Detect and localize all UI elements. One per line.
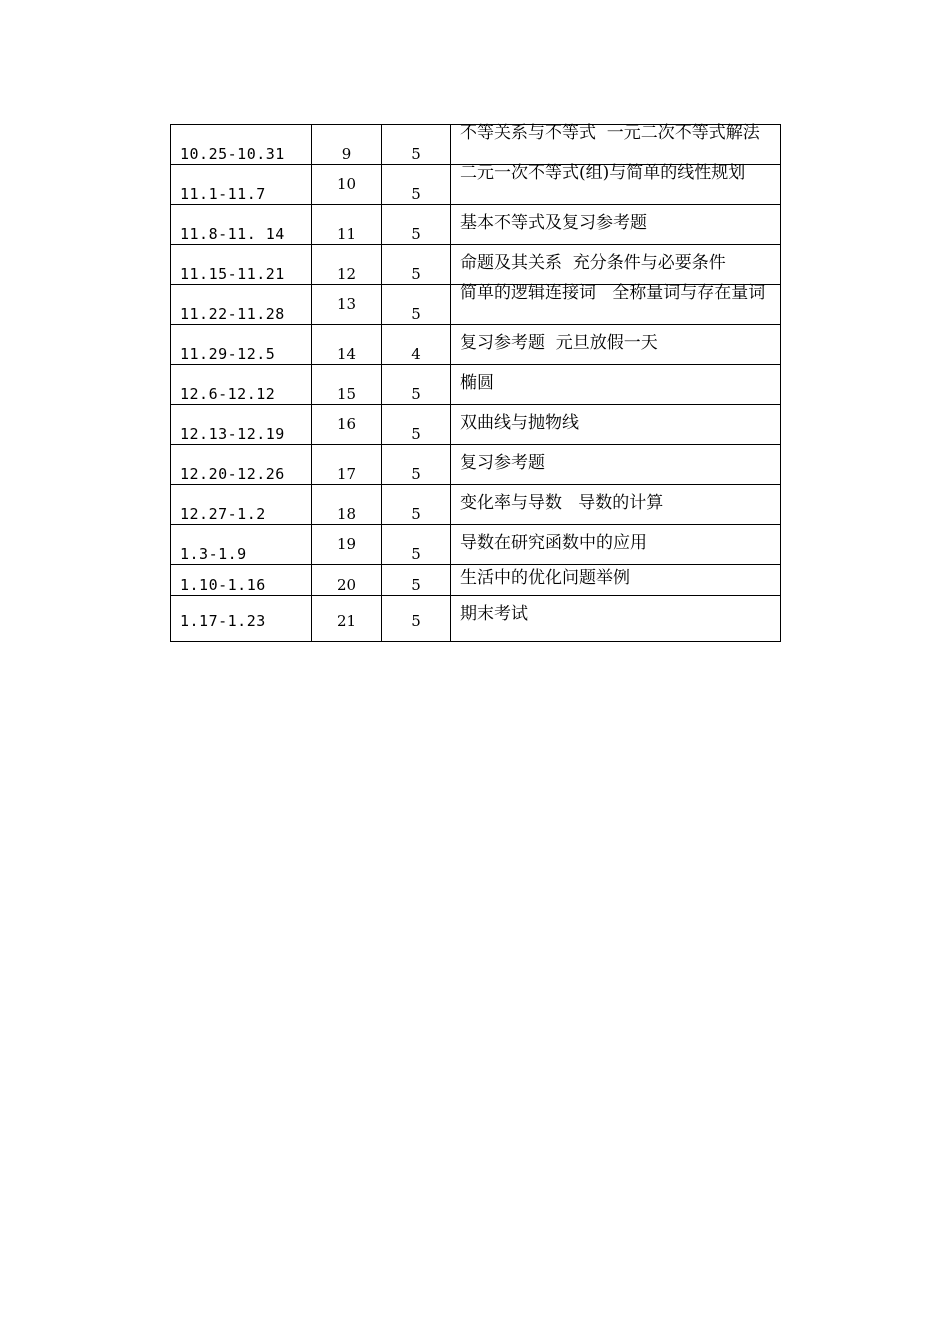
days-cell: [382, 596, 451, 642]
days-cell: [382, 125, 451, 165]
class-days: 5: [411, 185, 421, 203]
class-days: 4: [411, 345, 421, 363]
date-range: 11.1-11.7: [180, 185, 266, 203]
date-range: 11.29-12.5: [180, 345, 276, 363]
topic-cell: [451, 445, 781, 485]
week-number: 9: [341, 145, 352, 163]
date-range: 1.3-1.9: [180, 545, 247, 563]
week-cell: [312, 125, 382, 165]
class-days: 5: [411, 545, 421, 563]
date-cell: [171, 525, 312, 565]
days-cell: [382, 285, 451, 325]
date-cell: [171, 245, 312, 285]
week-cell: [312, 596, 382, 642]
topic-text: 双曲线与抛物线: [460, 413, 579, 433]
week-cell: [312, 365, 382, 405]
week-cell: [312, 525, 382, 565]
table-row: [171, 205, 781, 245]
week-number: 11: [336, 225, 357, 243]
date-range: 11.22-11.28: [180, 305, 285, 323]
week-number: 17: [336, 465, 357, 483]
date-cell: [171, 125, 312, 165]
date-range: 1.10-1.16: [180, 576, 266, 594]
table-row: [171, 125, 781, 165]
date-range: 1.17-1.23: [180, 612, 266, 630]
days-cell: [382, 205, 451, 245]
date-cell: [171, 405, 312, 445]
date-cell: [171, 485, 312, 525]
topic-text: 二元一次不等式(组)与简单的线性规划: [460, 163, 746, 183]
week-cell: [312, 325, 382, 365]
class-days: 5: [411, 425, 421, 443]
table-row: [171, 525, 781, 565]
schedule-table: [170, 124, 781, 642]
topic-cell: [451, 245, 781, 285]
days-cell: [382, 405, 451, 445]
table-row: [171, 165, 781, 205]
date-cell: [171, 325, 312, 365]
days-cell: [382, 325, 451, 365]
week-number: 18: [336, 505, 357, 523]
topic-cell: [451, 525, 781, 565]
topic-cell: [451, 485, 781, 525]
date-cell: [171, 596, 312, 642]
topic-text: 不等关系与不等式 一元二次不等式解法: [460, 123, 760, 143]
class-days: 5: [411, 505, 421, 523]
class-days: 5: [411, 305, 421, 323]
class-days: 5: [411, 145, 421, 163]
topic-cell: [451, 565, 781, 596]
table-row: [171, 405, 781, 445]
days-cell: [382, 165, 451, 205]
week-number: 13: [336, 295, 357, 313]
topic-text: 椭圆: [460, 373, 494, 393]
table-row: [171, 285, 781, 325]
class-days: 5: [411, 385, 421, 403]
days-cell: [382, 445, 451, 485]
topic-text: 命题及其关系 充分条件与必要条件: [460, 253, 726, 273]
class-days: 5: [411, 265, 421, 283]
week-cell: [312, 245, 382, 285]
week-number: 10: [336, 175, 357, 193]
week-number: 20: [336, 576, 357, 594]
topic-text: 基本不等式及复习参考题: [460, 213, 647, 233]
class-days: 5: [411, 576, 421, 594]
table-row: [171, 245, 781, 285]
table-row: [171, 565, 781, 596]
topic-text: 导数在研究函数中的应用: [460, 533, 647, 553]
date-range: 12.13-12.19: [180, 425, 285, 443]
week-number: 15: [336, 385, 357, 403]
topic-text: 简单的逻辑连接词 全称量词与存在量词: [460, 283, 766, 303]
date-cell: [171, 285, 312, 325]
topic-cell: [451, 325, 781, 365]
date-range: 10.25-10.31: [180, 145, 285, 163]
topic-text: 期末考试: [460, 604, 528, 624]
week-cell: [312, 165, 382, 205]
date-cell: [171, 205, 312, 245]
topic-text: 生活中的优化问题举例: [460, 568, 630, 588]
topic-text: 复习参考题: [460, 453, 545, 473]
topic-cell: [451, 285, 781, 325]
date-cell: [171, 365, 312, 405]
date-range: 12.27-1.2: [180, 505, 266, 523]
week-cell: [312, 565, 382, 596]
days-cell: [382, 365, 451, 405]
table-row: [171, 445, 781, 485]
topic-text: 复习参考题 元旦放假一天: [460, 333, 658, 353]
topic-cell: [451, 365, 781, 405]
date-range: 11.8-11. 14: [180, 225, 285, 243]
week-number: 21: [336, 612, 357, 630]
week-cell: [312, 485, 382, 525]
week-cell: [312, 405, 382, 445]
topic-cell: [451, 596, 781, 642]
week-number: 12: [336, 265, 357, 283]
class-days: 5: [411, 225, 421, 243]
date-range: 12.6-12.12: [180, 385, 276, 403]
week-cell: [312, 205, 382, 245]
days-cell: [382, 525, 451, 565]
topic-text: 变化率与导数 导数的计算: [460, 493, 664, 513]
topic-cell: [451, 205, 781, 245]
week-number: 14: [336, 345, 357, 363]
days-cell: [382, 245, 451, 285]
table-row: [171, 365, 781, 405]
table-row: [171, 596, 781, 642]
topic-cell: [451, 125, 781, 165]
days-cell: [382, 485, 451, 525]
week-cell: [312, 285, 382, 325]
topic-cell: [451, 165, 781, 205]
class-days: 5: [411, 465, 421, 483]
week-number: 19: [336, 535, 357, 553]
table-row: [171, 485, 781, 525]
topic-cell: [451, 405, 781, 445]
week-cell: [312, 445, 382, 485]
date-range: 12.20-12.26: [180, 465, 285, 483]
date-cell: [171, 565, 312, 596]
table-row: [171, 325, 781, 365]
class-days: 5: [411, 612, 421, 630]
date-cell: [171, 445, 312, 485]
date-range: 11.15-11.21: [180, 265, 285, 283]
days-cell: [382, 565, 451, 596]
week-number: 16: [336, 415, 357, 433]
date-cell: [171, 165, 312, 205]
